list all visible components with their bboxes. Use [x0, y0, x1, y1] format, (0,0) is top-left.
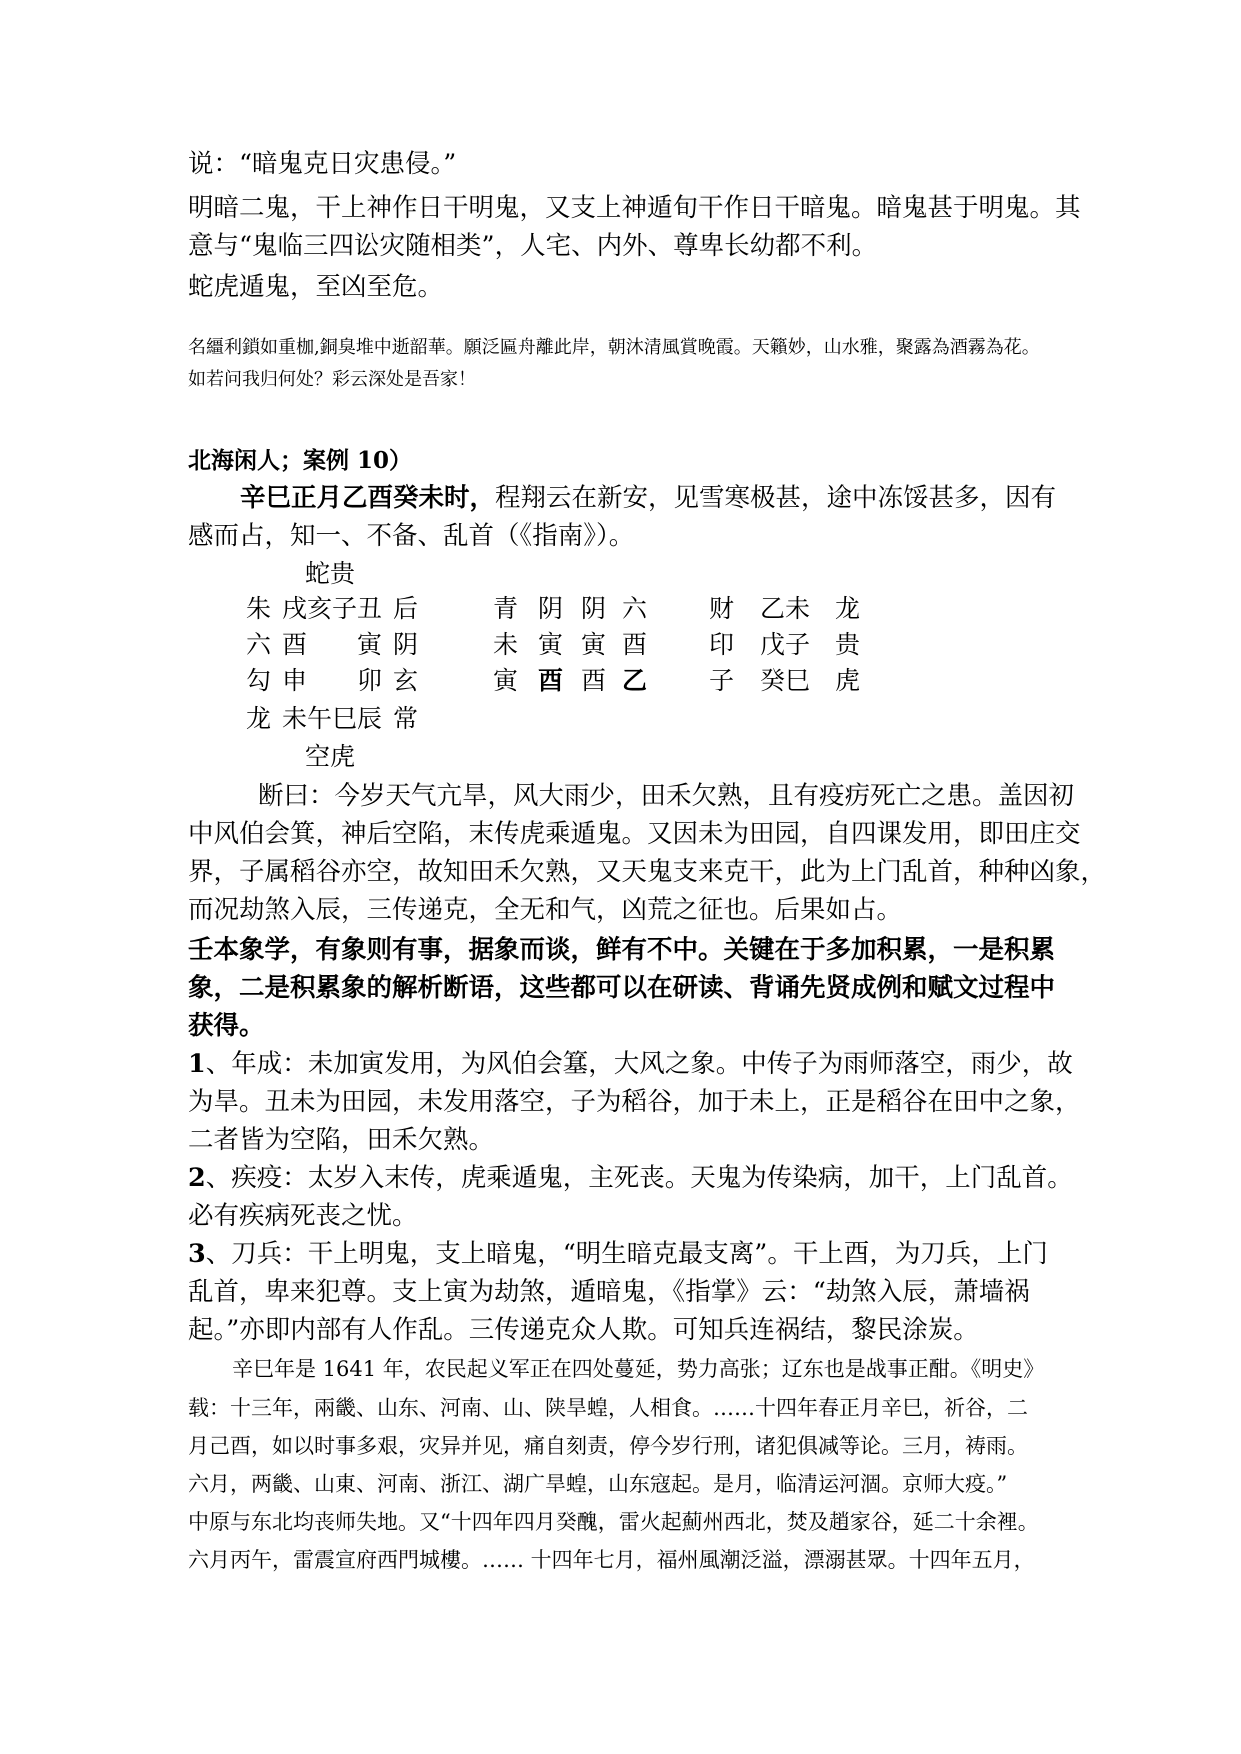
chart-top-label: 蛇贵 — [305, 559, 356, 588]
point-2 — [188, 1159, 1073, 1197]
text-line: 断曰：今岁天气亢旱，风大雨少，田禾欠熟，且有疫疠死亡之患。盖因初 — [258, 781, 1075, 811]
summary-line: 获得。 — [188, 1011, 265, 1041]
case-intro-date: 辛巳正月乙酉癸未时， — [240, 483, 496, 513]
board-cell: 申 — [282, 666, 308, 695]
summary-line: 象，二是积累象的解析断语，这些都可以在研读、背诵先贤成例和赋文过程中 — [188, 973, 1056, 1003]
transmission-cell: 贵 — [835, 630, 861, 659]
board-cell: 未午巳辰 — [282, 704, 383, 733]
history-line: 六月丙午，雷震宣府西門城樓。…… 十四年七月，福州風潮泛溢，漂溺甚眾。十四年五月， — [188, 1548, 1035, 1572]
transmission-cell: 虎 — [835, 666, 861, 695]
transmission-cell: 癸巳 — [760, 666, 811, 695]
lesson-cell: 乙 — [622, 666, 648, 695]
board-cell: 六 — [246, 630, 272, 659]
point-number: 3 — [188, 1239, 206, 1269]
history-line: 月己酉，如以时事多艰，灾异并见，痛自刻责，停今岁行刑，诸犯俱减等论。三月，祷雨。 — [188, 1434, 1028, 1458]
text-line: 说：“暗鬼克日灾患侵。” — [188, 149, 457, 179]
poem-line: 如若问我归何处？彩云深处是吾家！ — [188, 369, 476, 390]
lesson-cell: 寅 — [493, 666, 519, 695]
lesson-cell: 阴 — [581, 594, 607, 623]
board-cell: 常 — [393, 704, 419, 733]
lesson-cell: 寅 — [581, 630, 607, 659]
case-intro-text: 程翔云在新安，见雪寒极甚，途中冻馁甚多，因有 — [495, 483, 1057, 513]
board-cell: 后 — [393, 594, 419, 623]
text-line: 明暗二鬼，干上神作日干明鬼，又支上神遁旬干作日干暗鬼。暗鬼甚于明鬼。其 — [188, 193, 1081, 223]
text-line: 二者皆为空陷，田禾欠熟。 — [188, 1125, 495, 1155]
board-cell: 酉 — [282, 630, 308, 659]
history-line: 六月，两畿、山東、河南、浙江、湖广旱蝗，山东寇起。是月，临清运河涸。京师大疫。” — [188, 1472, 1008, 1496]
summary-line: 壬本象学，有象则有事，据象而谈，鲜有不中。关键在于多加积累，一是积累 — [188, 935, 1056, 965]
board-cell: 阴 — [393, 630, 419, 659]
point-text: 、刀兵：干上明鬼，支上暗鬼，“明生暗克最支离”。干上酉，为刀兵，上门 — [205, 1239, 1048, 1269]
history-line: 载：十三年，兩畿、山东、河南、山、陕旱蝗，人相食。……十四年春正月辛巳，祈谷，二 — [188, 1396, 1028, 1420]
text-line: 意与“鬼临三四讼灾随相类”，人宅、内外、尊卑长幼都不利。 — [188, 231, 878, 261]
lesson-cell: 酉 — [581, 666, 607, 695]
board-cell: 勾 — [246, 666, 272, 695]
chart-bottom-label: 空虎 — [305, 742, 356, 771]
transmission-cell: 龙 — [835, 594, 861, 623]
board-cell: 寅 — [357, 630, 383, 659]
text-line: 为旱。丑未为田园，未发用落空，子为稻谷，加于未上，正是稻谷在田中之象， — [188, 1087, 1081, 1117]
text-line: 必有疾病死丧之忧。 — [188, 1201, 418, 1231]
transmission-cell: 戊子 — [760, 630, 811, 659]
text-line: 中风伯会箕，神后空陷，末传虎乘遁鬼。又因未为田园，自四课发用，即田庄交 — [188, 819, 1081, 849]
history-line: 辛巳年是 1641 年，农民起义军正在四处蔓延，势力高张；辽东也是战事正酣。《明史》 — [232, 1357, 1045, 1381]
lesson-cell: 酉 — [538, 666, 564, 695]
lesson-cell: 六 — [622, 594, 648, 623]
lesson-cell: 阴 — [538, 594, 564, 623]
board-cell: 朱 — [246, 594, 272, 623]
point-number: 2 — [188, 1163, 206, 1193]
lesson-cell: 青 — [493, 594, 519, 623]
point-3 — [188, 1235, 1048, 1273]
transmission-cell: 乙未 — [760, 594, 811, 623]
transmission-cell: 子 — [709, 666, 735, 695]
case-heading: 北海闲人；案例 10） — [188, 447, 413, 474]
point-text: 、年成：未加寅发用，为风伯会簊，大风之象。中传子为雨师落空，雨少，故 — [205, 1049, 1073, 1079]
lesson-cell: 寅 — [538, 630, 564, 659]
text-line: 界，子属稻谷亦空，故知田禾欠熟，又天鬼支来克干，此为上门乱首，种种凶象， — [188, 857, 1107, 887]
text-line: 蛇虎遁鬼，至凶至危。 — [188, 272, 444, 302]
board-cell: 龙 — [246, 704, 272, 733]
board-cell: 戌亥子丑 — [282, 594, 383, 623]
history-line: 中原与东北均丧师失地。又“十四年四月癸醜，雷火起薊州西北，焚及趙家谷，延二十余裡。 — [188, 1510, 1039, 1534]
board-cell: 玄 — [393, 666, 419, 695]
board-cell: 卯 — [357, 666, 383, 695]
transmission-cell: 印 — [709, 630, 735, 659]
point-number: 1 — [188, 1049, 206, 1079]
text-line: 而况劫煞入辰，三传递克，全无和气，凶荒之征也。后果如占。 — [188, 895, 903, 925]
point-1 — [188, 1045, 1073, 1083]
lesson-cell: 酉 — [622, 630, 648, 659]
text-line: 乱首，卑来犯尊。支上寅为劫煞，遁暗鬼，《指掌》云：“劫煞入辰，萧墙祸 — [188, 1277, 1030, 1307]
lesson-cell: 未 — [493, 630, 519, 659]
poem-line: 名繮利鎖如重枷,銅臭堆中逝韶華。願泛匾舟離此岸，朝沐清風賞晚霞。天籟妙，山水雅，聚露為酒霧為花。 — [188, 337, 1040, 358]
text-line: 起。”亦即内部有人作乱。三传递克众人欺。可知兵连祸结，黎民涂炭。 — [188, 1315, 979, 1345]
point-text: 、疾疫：太岁入末传，虎乘遁鬼，主死丧。天鬼为传染病，加干，上门乱首。 — [205, 1163, 1073, 1193]
text-line: 感而占，知一、不备、乱首（《指南》）。 — [188, 521, 635, 551]
transmission-cell: 财 — [709, 594, 735, 623]
